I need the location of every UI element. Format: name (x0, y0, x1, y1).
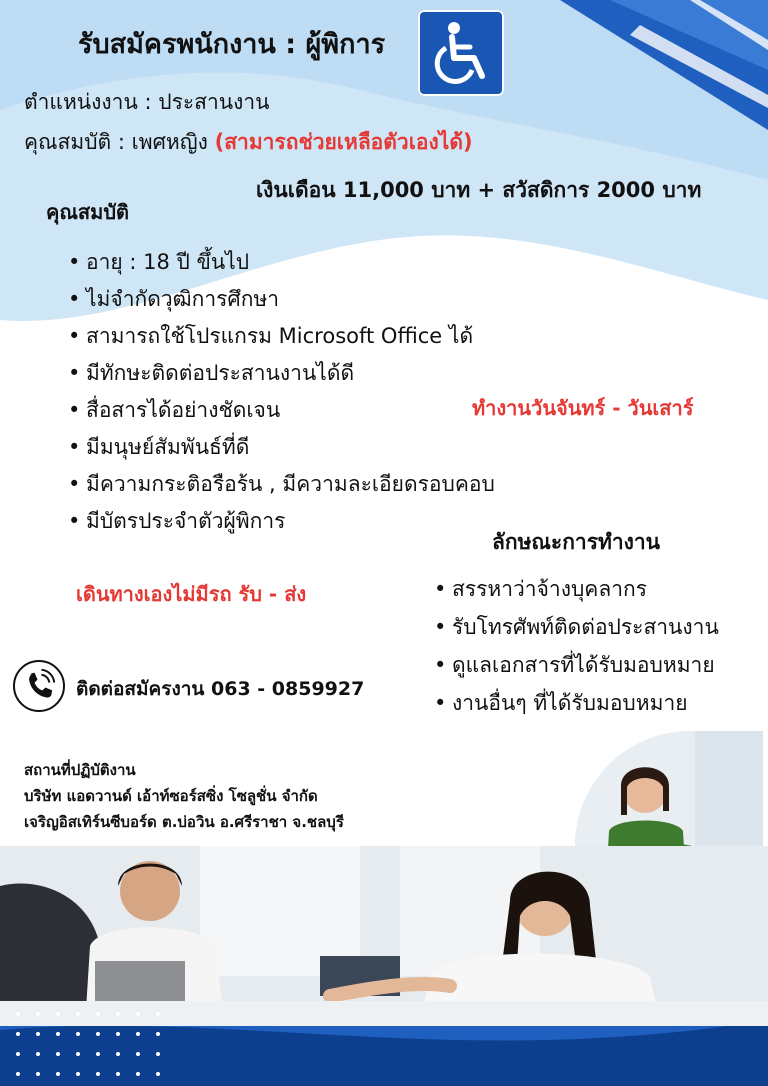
job-description-list (430, 570, 719, 722)
list-item: • มีมนุษย์สัมพันธ์ที่ดี (64, 429, 495, 466)
list-item: • สื่อสารได้อย่างชัดเจน (64, 392, 495, 429)
list-item: • อายุ : 18 ปี ขึ้นไป (64, 244, 495, 281)
requirement-highlight: (สามารถช่วยเหลือตัวเองได้) (214, 130, 473, 154)
location-company: บริษัท แอดวานด์ เอ้าท์ซอร์สซิ่ง โซลูชั่น จำกัด (24, 787, 318, 805)
list-item: • งานอื่นๆ ที่ได้รับมอบหมาย (430, 684, 719, 722)
phone-icon (13, 660, 65, 712)
salary-text: เงินเดือน 11,000 บาท + สวัสดิการ 2000 บาท (256, 178, 702, 202)
list-item: • ไม่จำกัดวุฒิการศึกษา (64, 281, 495, 318)
page-title: รับสมัครพนักงาน : ผู้พิการ (78, 29, 386, 60)
location-address: เจริญอิสเทิร์นซีบอร์ด ต.บ่อวิน อ.ศรีราชา จ.ชลบุรี (24, 813, 344, 831)
dot-pattern (14, 1008, 184, 1082)
contact-text: ติดต่อสมัครงาน 063 - 0859927 (76, 678, 365, 700)
travel-note: เดินทางเองไม่มีรถ รับ - ส่ง (76, 582, 307, 606)
job-description-heading: ลักษณะการทำงาน (492, 530, 661, 554)
list-item: • มีบัตรประจำตัวผู้พิการ (64, 503, 495, 540)
requirement-line (24, 126, 473, 159)
office-meeting-photo (0, 846, 768, 1026)
list-item: • มีทักษะติดต่อประสานงานได้ดี (64, 355, 495, 392)
location-label: สถานที่ปฏิบัติงาน (24, 761, 136, 779)
list-item: • รับโทรศัพท์ติดต่อประสานงาน (430, 608, 719, 646)
list-item: • ดูแลเอกสารที่ได้รับมอบหมาย (430, 646, 719, 684)
wheelchair-icon (418, 10, 504, 96)
requirement-prefix: คุณสมบัติ : เพศหญิง (24, 130, 215, 154)
qualifications-heading: คุณสมบัติ (46, 200, 130, 224)
position-line: ตำแหน่งงาน : ประสานงาน (24, 90, 270, 114)
work-days-text: ทำงานวันจันทร์ - วันเสาร์ (472, 396, 694, 420)
list-item: • มีความกระติอรือร้น , มีความละเอียดรอบคอบ (64, 466, 495, 503)
list-item: • สรรหาว่าจ้างบุคลากร (430, 570, 719, 608)
list-item: • สามารถใช้โปรแกรม Microsoft Office ได้ (64, 318, 495, 355)
qualifications-list (64, 244, 495, 540)
